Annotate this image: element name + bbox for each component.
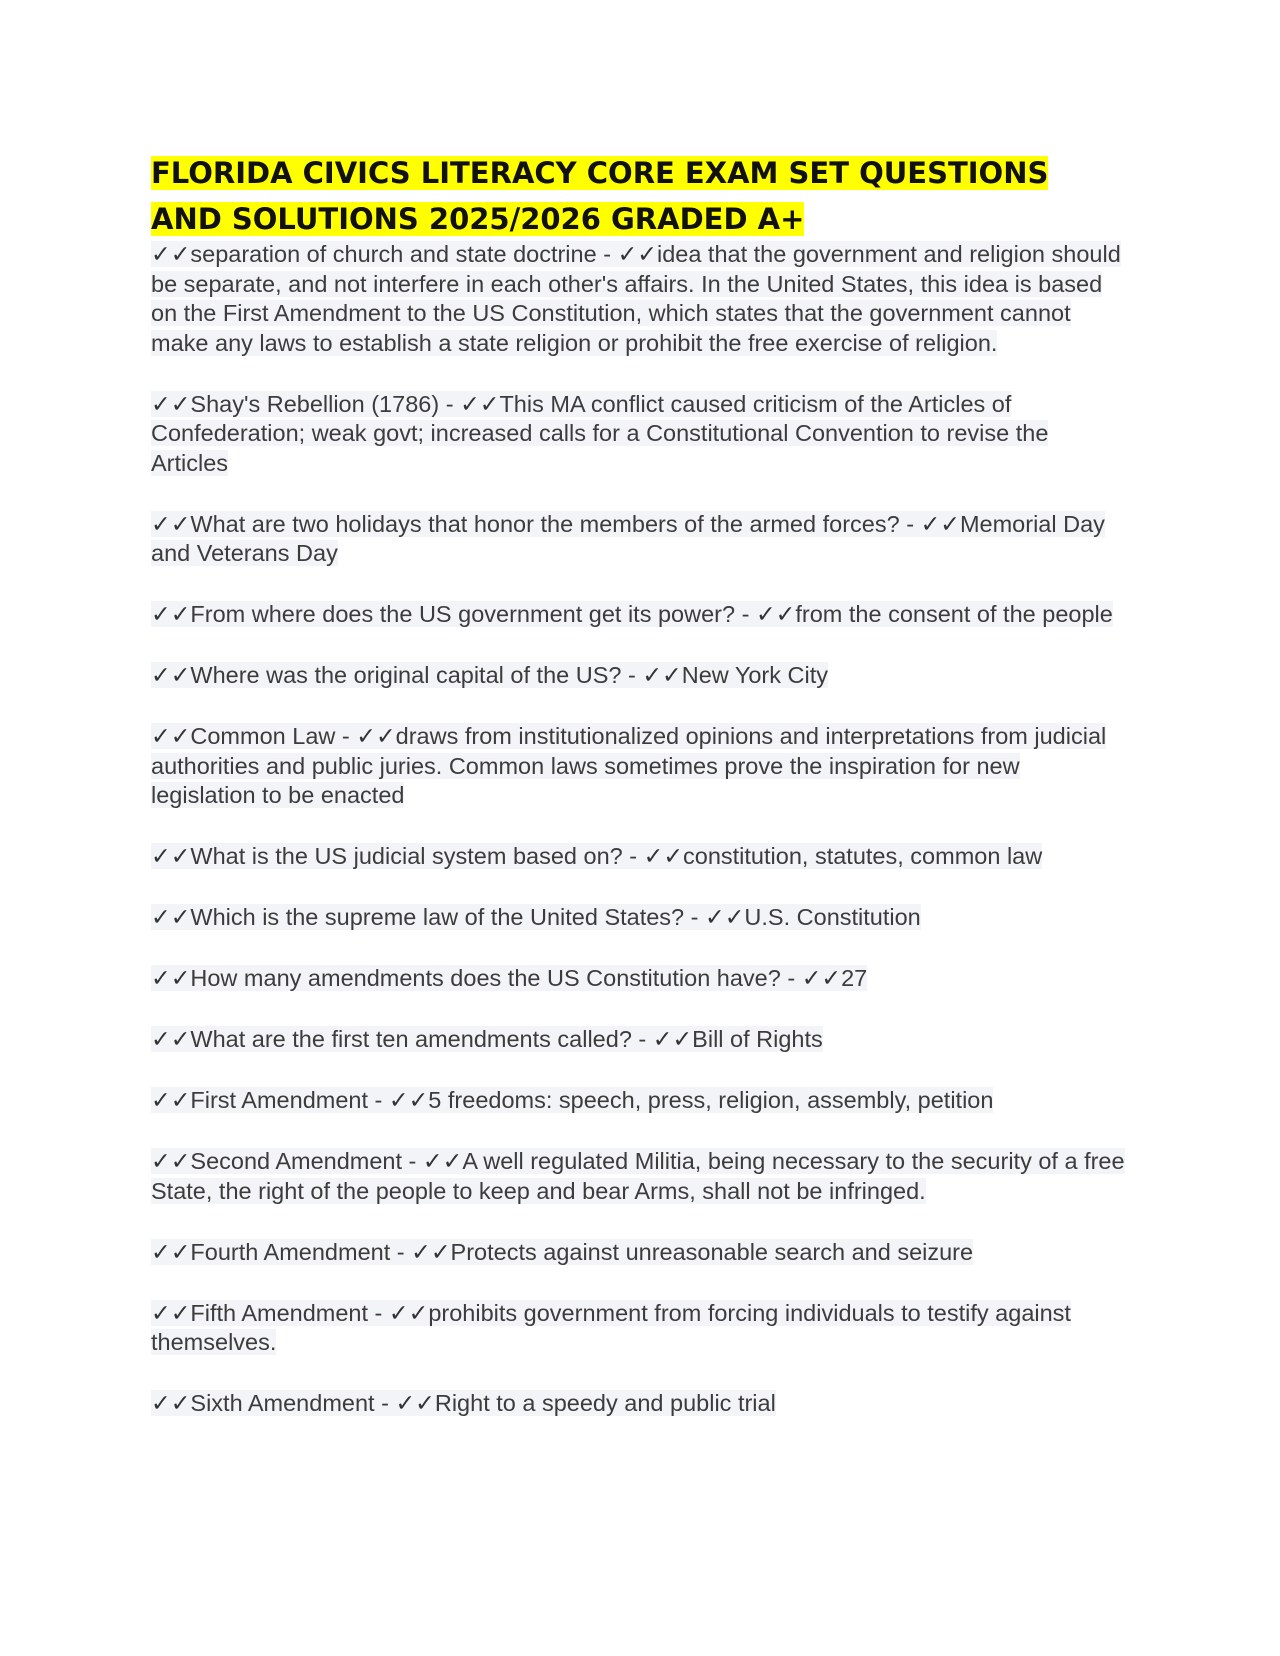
checkmark-icon: ✓✓ [151,723,191,749]
checkmark-icon: ✓✓ [151,965,191,991]
entry-answer: A well regulated Militia, being necessary to the security of a free State, the right of the people to keep and bear Arms, shall not be infringed. [151,1148,1125,1204]
flashcard-entry [151,510,1126,569]
checkmark-icon: ✓✓ [617,241,657,267]
checkmark-icon: ✓✓ [151,1238,191,1265]
entry-separator: - [390,1238,412,1265]
checkmark-icon: ✓✓ [388,1087,429,1113]
flashcard-entry [151,1389,1126,1419]
checkmark-icon: ✓✓ [151,601,191,627]
entry-answer: New York City [681,662,829,688]
flashcard-entry [151,842,1126,872]
flashcard-entry [151,903,1126,933]
flashcard-entry [151,1299,1126,1358]
entry-separator: - [735,601,756,627]
entry-term: Common Law [190,723,336,749]
checkmark-icon: ✓✓ [151,390,191,417]
flashcard-entry [151,1147,1126,1206]
entry-answer: U.S. Constitution [744,904,921,930]
entry-separator: - [402,1148,423,1174]
entry-answer: prohibits government from forcing individuals to testify against themselves. [151,1299,1071,1355]
entry-term: How many amendments does the US Constitution have? [190,965,781,991]
entry-separator: - [780,965,802,991]
entry-separator: - [684,904,706,930]
entry-term: First Amendment [190,1087,369,1113]
checkmark-icon: ✓✓ [151,662,191,688]
entry-answer: Bill of Rights [692,1026,823,1052]
entry-separator: - [621,662,643,688]
entry-separator: - [596,241,618,267]
flashcard-entry [151,1238,1126,1268]
checkmark-icon: ✓✓ [151,1087,191,1113]
entry-answer: Right to a speedy and public trial [434,1390,776,1416]
checkmark-icon: ✓✓ [411,1238,451,1265]
checkmark-icon: ✓✓ [151,1026,191,1052]
entry-term: Second Amendment [190,1148,403,1174]
entry-term: Fourth Amendment [190,1238,391,1265]
flashcard-entry [151,722,1126,811]
document-title [151,150,1126,242]
flashcard-entry [151,964,1126,994]
entry-term: What are two holidays that honor the members of the armed forces? [190,510,900,537]
entry-separator: - [374,1390,396,1416]
entry-separator: - [439,390,461,417]
entry-term: Fifth Amendment [190,1299,369,1326]
checkmark-icon: ✓✓ [151,1390,191,1416]
flashcard-entry [151,1086,1126,1116]
entry-separator: - [368,1087,389,1113]
checkmark-icon: ✓✓ [642,662,682,688]
checkmark-icon: ✓✓ [705,904,745,930]
entry-answer: 27 [841,965,868,991]
entry-term: Which is the supreme law of the United States? [190,904,685,930]
flashcard-list [151,240,1126,1419]
checkmark-icon: ✓✓ [395,1390,435,1416]
entry-term: separation of church and state doctrine [190,241,597,267]
entry-separator: - [899,510,921,537]
title-line-1: FLORIDA CIVICS LITERACY CORE EXAM SET QUESTIONS [151,156,1049,190]
checkmark-icon: ✓✓ [151,510,191,537]
flashcard-entry [151,1025,1126,1055]
checkmark-icon: ✓✓ [643,843,684,869]
entry-answer: draws from institutionalized opinions and interpretations from judicial authorities and public juries. Common laws sometimes prove the inspiration for new legislation to be enacted [151,723,1107,808]
entry-separator: - [631,1026,653,1052]
entry-answer: 5 freedoms: speech, press, religion, assembly, petition [428,1087,994,1113]
entry-answer: Protects against unreasonable search and seizure [450,1238,974,1265]
checkmark-icon: ✓✓ [422,1148,463,1174]
checkmark-icon: ✓✓ [920,510,960,537]
checkmark-icon: ✓✓ [151,241,191,267]
checkmark-icon: ✓✓ [151,904,191,930]
entry-term: From where does the US government get its power? [190,601,736,627]
entry-answer: constitution, statutes, common law [683,843,1043,869]
entry-separator: - [622,843,644,869]
title-line-2: AND SOLUTIONS 2025/2026 GRADED A+ [151,202,805,236]
entry-term: What is the US judicial system based on? [190,843,623,869]
checkmark-icon: ✓✓ [151,843,191,869]
entry-answer: from the consent of the people [795,601,1113,627]
entry-answer: Memorial Day and Veterans Day [151,510,1105,566]
checkmark-icon: ✓✓ [652,1026,693,1052]
checkmark-icon: ✓✓ [801,965,842,991]
entry-separator: - [335,723,357,749]
checkmark-icon: ✓✓ [460,390,500,417]
entry-separator: - [368,1299,389,1326]
flashcard-entry [151,240,1126,358]
checkmark-icon: ✓✓ [356,723,396,749]
checkmark-icon: ✓✓ [151,1148,191,1174]
entry-term: Sixth Amendment [190,1390,375,1416]
flashcard-entry [151,661,1126,691]
checkmark-icon: ✓✓ [388,1299,429,1326]
entry-answer: This MA conflict caused criticism of the Articles of Confederation; weak govt; increased calls for a Constitutional Convention to revise the Articles [151,390,1049,476]
entry-answer: idea that the government and religion should be separate, and not interfere in each other's affairs. In the United States, this idea is based on the First Amendment to the US Constitution, which states that the government cannot make any laws to establish a state religion or prohibit the free exercise of religion. [151,241,1121,356]
entry-term: Where was the original capital of the US? [190,662,622,688]
document-page [151,150,1126,1450]
entry-term: What are the first ten amendments called? [190,1026,632,1052]
entry-term: Shay's Rebellion (1786) [190,390,440,417]
checkmark-icon: ✓✓ [755,601,796,627]
flashcard-entry [151,390,1126,479]
flashcard-entry [151,600,1126,630]
checkmark-icon: ✓✓ [151,1299,191,1326]
